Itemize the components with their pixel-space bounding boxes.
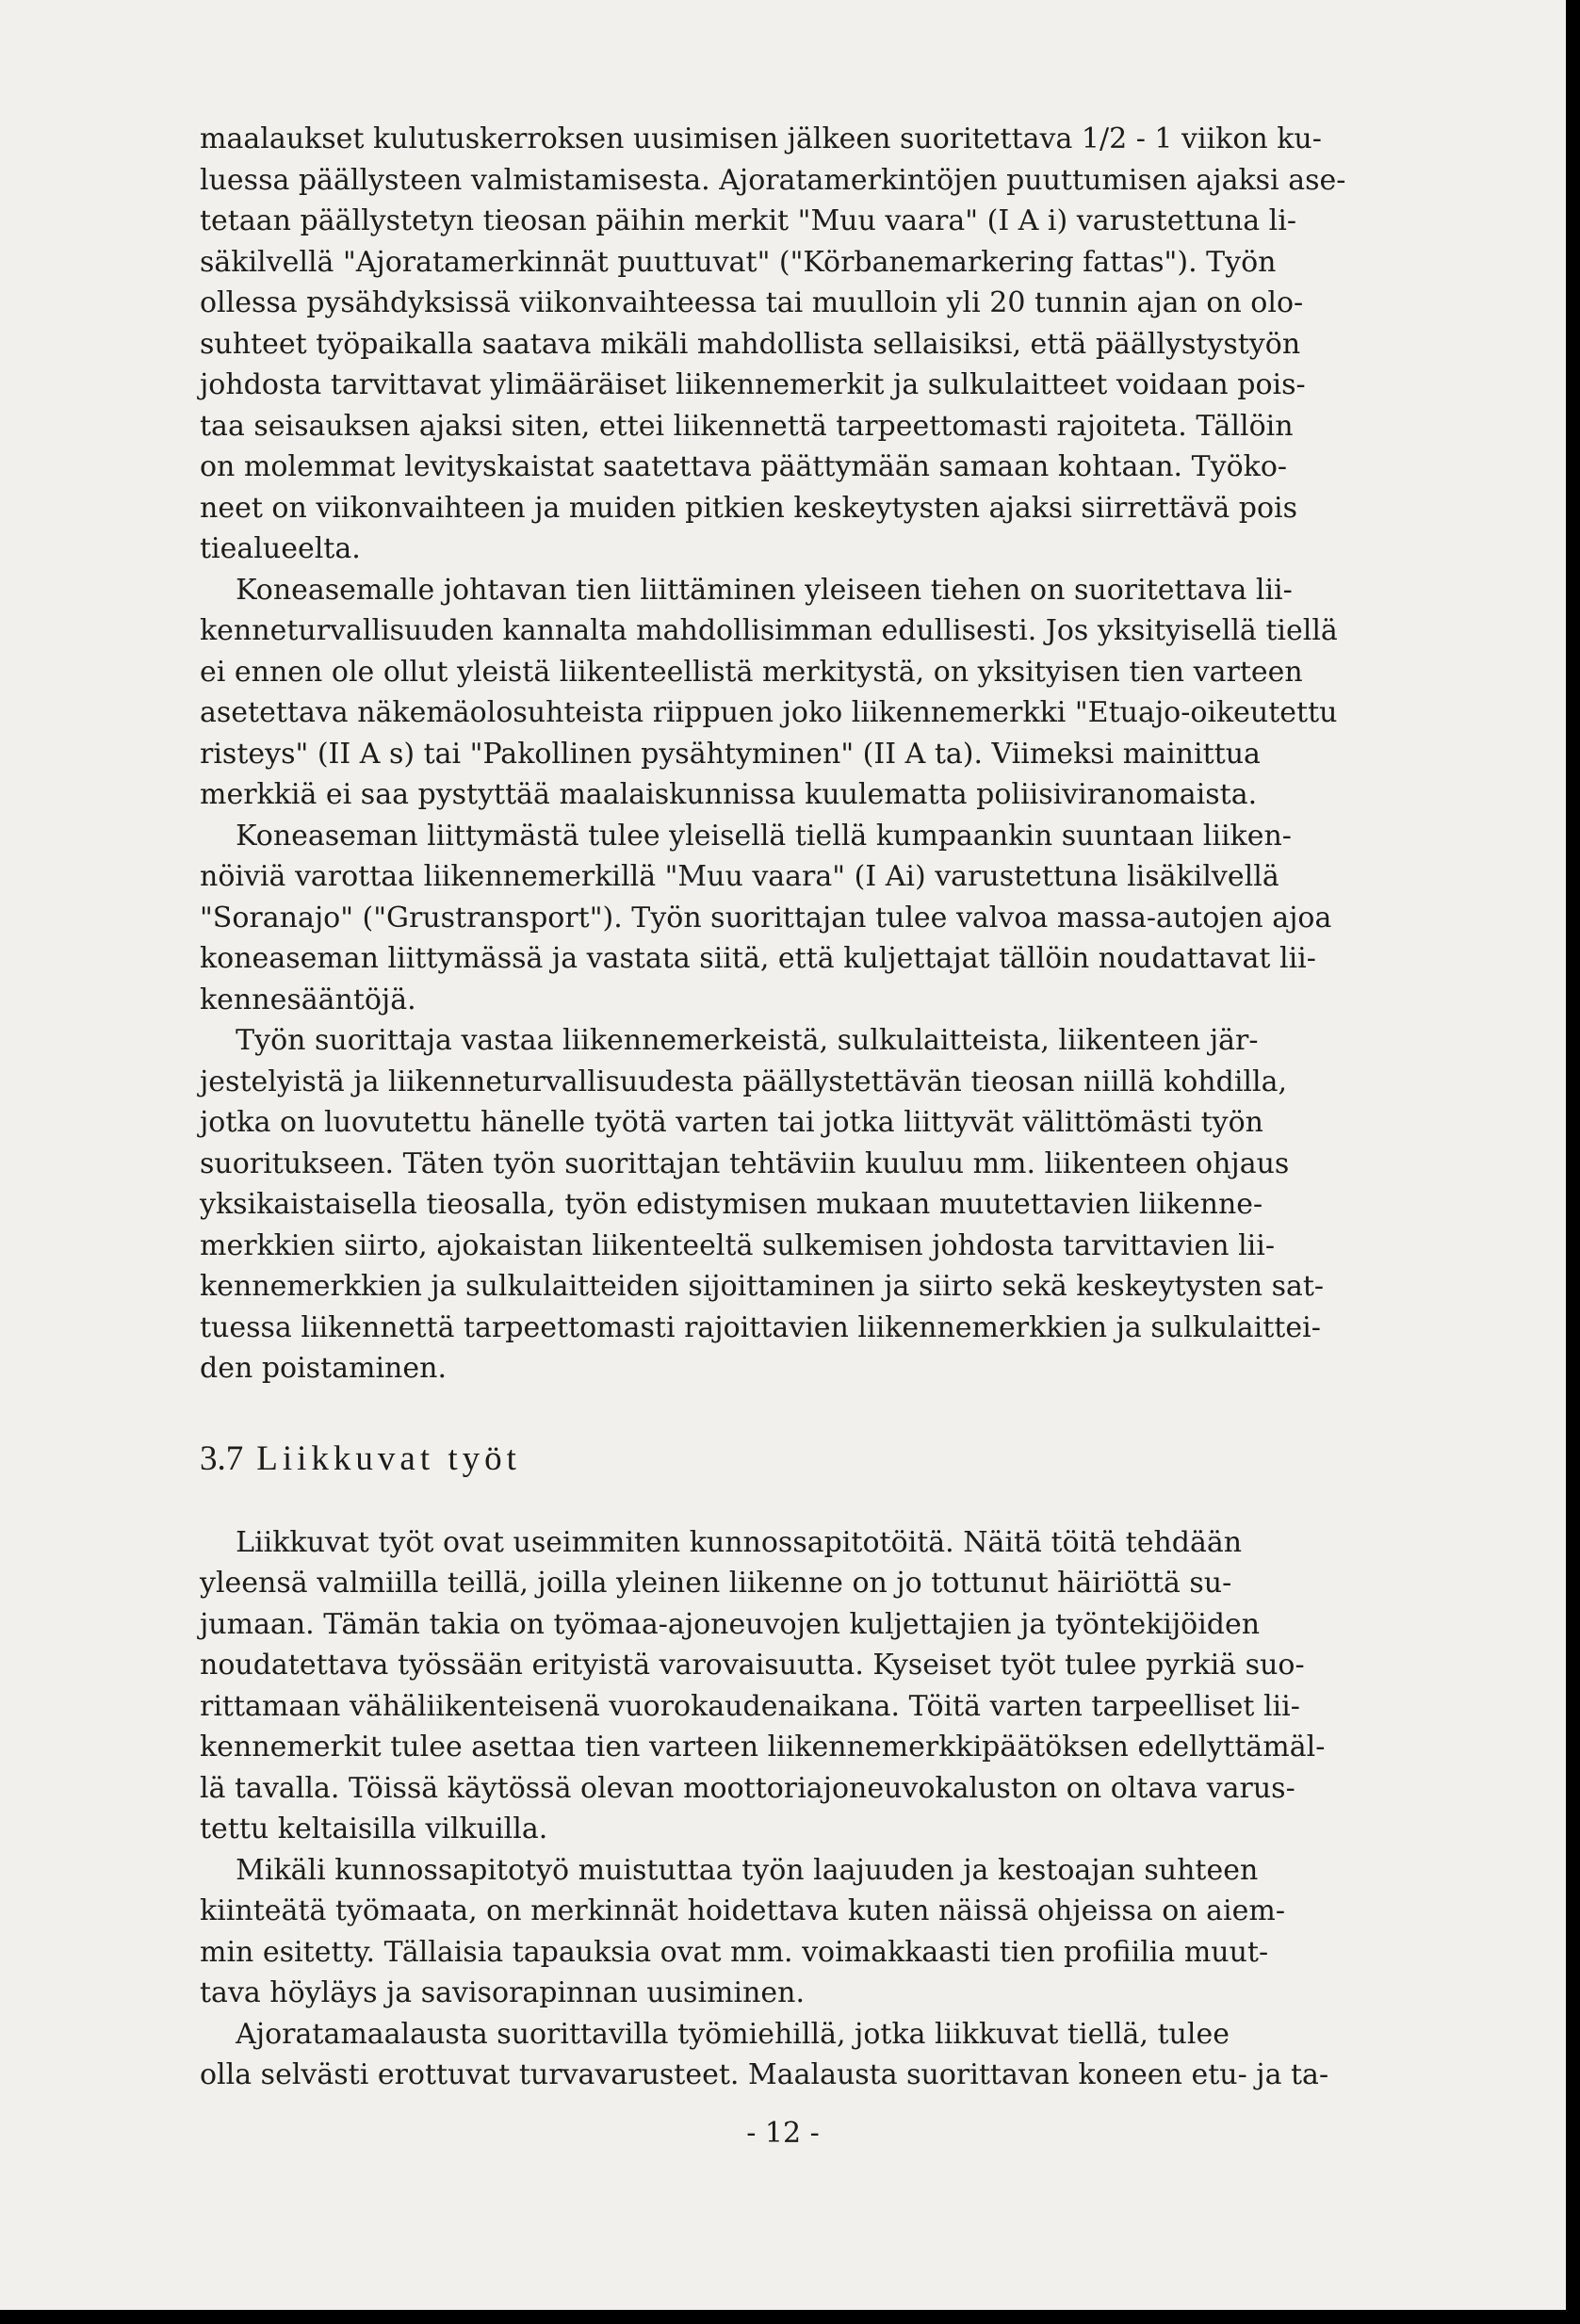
- text-line: jotka on luovutettu hänelle työtä varten tai jotka liittyvät välittömästi työn: [200, 1106, 1263, 1139]
- text-line: suhteet työpaikalla saatava mikäli mahdollista sellaisiksi, että päällystystyön: [200, 327, 1301, 361]
- text-line: olla selvästi erottuvat turvavarusteet. Maalausta suorittavan koneen etu- ja ta-: [200, 2058, 1329, 2091]
- text-line: taa seisauksen ajaksi siten, ettei liikennettä tarpeettomasti rajoiteta. Tällöin: [200, 409, 1294, 443]
- text-line: lä tavalla. Töissä käytössä olevan moottoriajoneuvokaluston on oltava varus-: [200, 1771, 1295, 1805]
- text-line: kiinteätä työmaata, on merkinnät hoidettava kuten näissä ohjeissa on aiem-: [200, 1894, 1285, 1927]
- section-body-text: [200, 1522, 1500, 2096]
- text-line: nöiviä varottaa liikennemerkillä "Muu vaara" (I Ai) varustettuna lisäkilvellä: [200, 860, 1279, 893]
- text-line: kennemerkit tulee asettaa tien varteen liikennemerkkipäätöksen edellyttämäl-: [200, 1731, 1326, 1763]
- text-line: Koneaseman liittymästä tulee yleisellä tiellä kumpaankin suuntaan liiken-: [200, 819, 1292, 853]
- text-line: "Soranajo" ("Grustransport"). Työn suorittajan tulee valvoa massa-autojen ajoa: [200, 901, 1332, 934]
- body-text: [200, 119, 1500, 2096]
- text-line: noudatettava työssään erityistä varovaisuutta. Kyseiset työt tulee pyrkiä suo-: [200, 1649, 1305, 1682]
- text-line: risteys" (II A s) tai "Pakollinen pysähtyminen" (II A ta). Viimeksi mainittua: [200, 737, 1261, 771]
- page-number: - 12 -: [746, 2117, 820, 2150]
- text-line: yleensä valmiilla teillä, joilla yleinen liikenne on jo tottunut häiriöttä su-: [200, 1567, 1232, 1600]
- text-line: tetaan päällystetyn tieosan päihin merkit "Muu vaara" (I A i) varustettuna li-: [200, 204, 1296, 237]
- text-line: merkkiä ei saa pystyttää maalaiskunnissa kuulematta poliisiviranomaista.: [200, 778, 1258, 811]
- section-number: 3.7: [200, 1438, 244, 1478]
- text-line: rittamaan vähäliikenteisenä vuorokaudenaikana. Töitä varten tarpeelliset lii-: [200, 1689, 1300, 1723]
- text-line: tuessa liikennettä tarpeettomasti rajoittavien liikennemerkkien ja sulkulaittei-: [200, 1310, 1321, 1344]
- text-line: merkkien siirto, ajokaistan liikenteeltä sulkemisen johdosta tarvittavien lii-: [200, 1228, 1276, 1262]
- text-line: tiealueelta.: [200, 532, 361, 565]
- text-line: suoritukseen. Täten työn suorittajan tehtäviin kuuluu mm. liikenteen ohjaus: [200, 1146, 1290, 1180]
- text-line: Ajoratamaalausta suorittavilla työmiehillä, jotka liikkuvat tiellä, tulee: [200, 2017, 1230, 2051]
- text-line: kenneturvallisuuden kannalta mahdollisimman edullisesti. Jos yksityisellä tiellä: [200, 614, 1338, 647]
- text-line: jumaan. Tämän takia on työmaa-ajoneuvojen kuljettajien ja työntekijöiden: [200, 1607, 1261, 1641]
- text-line: maalaukset kulutuskerroksen uusimisen jälkeen suoritettava 1/2 - 1 viikon ku-: [200, 122, 1322, 155]
- text-line: min esitetty. Tällaisia tapauksia ovat mm. voimakkaasti tien profiilia muut-: [200, 1935, 1269, 1969]
- text-line: Mikäli kunnossapitotyö muistuttaa työn laajuuden ja kestoajan suhteen: [200, 1853, 1259, 1887]
- section-top-text: [200, 119, 1500, 1390]
- text-line: säkilvellä "Ajoratamerkinnät puuttuvat" ("Körbanemarkering fattas"). Työn: [200, 245, 1277, 279]
- text-line: tettu keltaisilla vilkuilla.: [200, 1812, 548, 1845]
- text-line: yksikaistaisella tieosalla, työn edistymisen mukaan muutettavien liikenne-: [200, 1188, 1263, 1221]
- text-line: Työn suorittaja vastaa liikennemerkeistä, sulkulaitteista, liikenteen jär-: [200, 1024, 1259, 1057]
- text-line: neet on viikonvaihteen ja muiden pitkien keskeytysten ajaksi siirrettävä pois: [200, 491, 1298, 525]
- text-line: asetettava näkemäolosuhteista riippuen joko liikennemerkki "Etuajo-oikeutettu: [200, 696, 1338, 729]
- section-heading: [200, 1438, 1500, 1480]
- text-line: jestelyistä ja liikenneturvallisuudesta päällystettävän tieosan niillä kohdilla,: [200, 1064, 1288, 1098]
- section-title: Liikkuvat työt: [256, 1438, 521, 1478]
- text-line: Koneasemalle johtavan tien liittäminen yleiseen tiehen on suoritettava lii-: [200, 573, 1293, 607]
- text-line: koneaseman liittymässä ja vastata siitä, että kuljettajat tällöin noudattavat lii-: [200, 942, 1316, 975]
- text-line: ei ennen ole ollut yleistä liikenteellistä merkitystä, on yksityisen tien varteen: [200, 655, 1303, 689]
- text-line: ollessa pysähdyksissä viikonvaihteessa tai muulloin yli 20 tunnin ajan on olo-: [200, 286, 1304, 319]
- text-line: johdosta tarvittavat ylimääräiset liikennemerkit ja sulkulaitteet voidaan pois-: [200, 368, 1306, 401]
- text-line: den poistaminen.: [200, 1352, 447, 1385]
- text-line: on molemmat levityskaistat saatettava päättymään samaan kohtaan. Työko-: [200, 450, 1288, 483]
- text-line: kennemerkkien ja sulkulaitteiden sijoittaminen ja siirto sekä keskeytysten sat-: [200, 1270, 1325, 1303]
- text-line: luessa päällysteen valmistamisesta. Ajoratamerkintöjen puuttumisen ajaksi ase-: [200, 163, 1346, 197]
- text-line: kennesääntöjä.: [200, 983, 416, 1016]
- text-line: tava höyläys ja savisorapinnan uusiminen.: [200, 1976, 806, 2009]
- text-line: Liikkuvat työt ovat useimmiten kunnossapitotöitä. Näitä töitä tehdään: [200, 1525, 1243, 1559]
